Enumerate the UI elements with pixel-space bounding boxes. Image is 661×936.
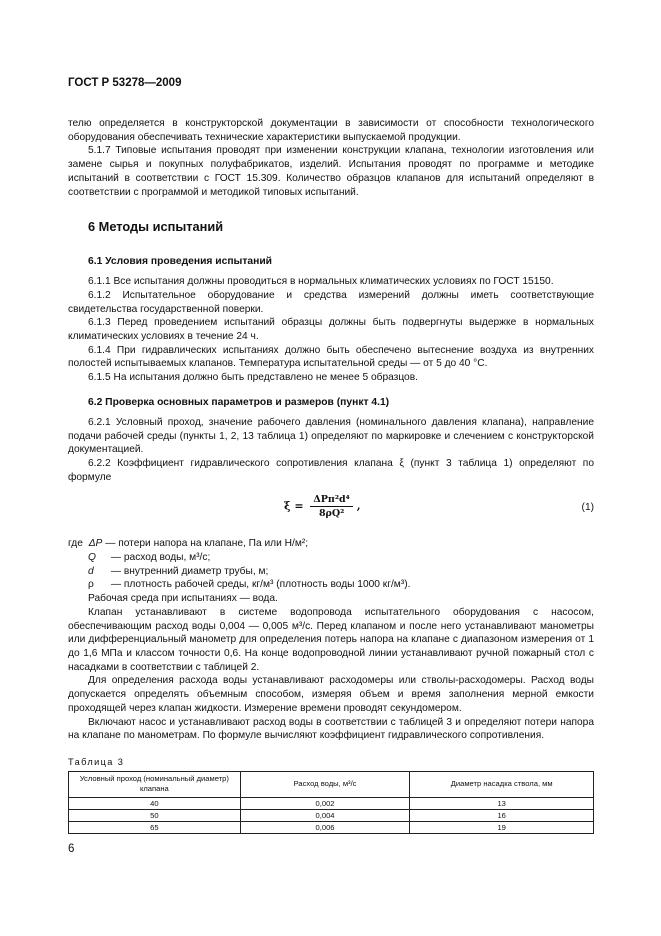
table-3-caption: Таблица 3	[68, 756, 125, 767]
table-cell: 40	[69, 797, 241, 809]
intro-paragraph-continued: телю определяется в конструкторской документации в зависимости от способности технологического оборудования обеспечивать технические характеристики выпускаемой продукции.	[68, 118, 594, 143]
table-cell: 0,006	[240, 821, 410, 833]
definition-row	[68, 551, 594, 565]
formula-lhs: ξ =	[284, 499, 304, 513]
table-row	[69, 797, 594, 809]
definition-row	[68, 578, 594, 592]
formula-number: (1)	[581, 502, 594, 514]
clause-6-1-3: 6.1.3 Перед проведением испытаний образцы должны быть подвергнуты выдержке в нормальных климатических условиях в течение 24 ч.	[68, 317, 594, 343]
clause-6-2-2: 6.2.2 Коэффициент гидравлического сопротивления клапана ξ (пункт 3 таблица 1) определяют по формуле	[68, 457, 594, 483]
flow-measurement-paragraph: Для определения расхода воды устанавливают расходомеры или стволы-расходомеры. Расход воды допускается определять объемным способом, измеряя объем и время заполнения мерной емкости проходящей через клапан жидкости. Измерение времени проводят секундомером.	[68, 675, 594, 714]
column-header-nozzle-diameter: Диаметр насадка ствола, мм	[410, 771, 594, 797]
clause-6-1-1: 6.1.1 Все испытания должны проводиться в нормальных климатических условиях по ГОСТ 15150.	[88, 276, 554, 288]
definition-text: — плотность рабочей среды, кг/м³ (плотность воды 1000 кг/м³).	[110, 579, 411, 591]
formula-numerator: ΔPπ²d⁴	[310, 494, 352, 507]
clause-6-1-4: 6.1.4 При гидравлических испытаниях должно быть обеспечено вытеснение воздуха из внутренних полостей испытываемых клапанов. Температура испытательной среды — от 5 до 40 °С.	[68, 344, 594, 370]
definition-text: — расход воды, м³/с;	[110, 552, 211, 564]
formula-fraction	[310, 494, 352, 519]
table-cell: 16	[410, 809, 594, 821]
test-setup-paragraph: Клапан устанавливают в системе водопровода испытательного оборудования с насосом, обеспечивающим расход воды 0,004 — 0,005 м³/с. Перед клапаном и после него устанавливают манометры или дифференциальный манометр для определения потерь напора на клапане с диапазоном измерения от 1 до 1,6 МПа и классом точности 0,6. На конце водопроводной линии устанавливают ручной пожарный стол с насадками в соответствии с таблицей 2.	[68, 606, 594, 673]
table-3	[68, 771, 594, 834]
definition-symbol: d	[88, 565, 94, 577]
working-medium-note: Рабочая среда при испытаниях — вода.	[88, 593, 278, 605]
table-cell: 0,004	[240, 809, 410, 821]
formula-block	[68, 490, 594, 534]
formula-definitions	[68, 537, 594, 606]
definition-symbol: Q	[88, 552, 96, 564]
formula-comma: ,	[356, 499, 361, 513]
table-row	[69, 809, 594, 821]
clause-5-1-7: 5.1.7 Типовые испытания проводят при изменении конструкции клапана, технологии изготовления или замене сырья и покупных полуфабрикатов, изделий. Испытания проводят по программе и методике испытаний в соответствии с ГОСТ 15.309. Количество образцов клапанов для испытаний определяют в соответствии с программой и методикой типовых испытаний.	[68, 145, 594, 198]
standard-code: ГОСТ Р 53278—2009	[68, 77, 182, 89]
page-number: 6	[68, 843, 75, 855]
column-header-nominal-diameter: Условный проход (номинальный диаметр) клапана	[69, 771, 241, 797]
definition-row	[68, 537, 594, 551]
formula-denominator: 8ρQ²	[318, 508, 345, 520]
table-header-row	[69, 771, 594, 797]
table-cell: 65	[69, 821, 241, 833]
table-cell: 13	[410, 797, 594, 809]
definition-text: — внутренний диаметр трубы, м;	[110, 565, 269, 577]
section-6-2-title: 6.2 Проверка основных параметров и размеров (пункт 4.1)	[88, 396, 390, 408]
procedure-paragraph: Включают насос и устанавливают расход воды в соответствии с таблицей 3 и определяют потери напора на клапане по манометрам. По формуле вычисляют коэффициент гидравлического сопротивления.	[68, 716, 594, 742]
table-row	[69, 821, 594, 833]
formula-expression	[284, 494, 361, 519]
clause-6-1-2: 6.1.2 Испытательное оборудование и средства измерений должны иметь соответствующие свидетельства государственной поверки.	[68, 289, 594, 315]
section-6-title: 6 Методы испытаний	[88, 219, 224, 235]
definition-text: — потери напора на клапане, Па или Н/м²;	[105, 538, 309, 550]
where-word: где	[68, 538, 83, 550]
column-header-flow-rate: Расход воды, м³/с	[240, 771, 410, 797]
definition-row	[68, 565, 594, 579]
definition-symbol: ΔP	[88, 538, 103, 550]
definition-symbol: ρ	[88, 579, 94, 591]
table-cell: 50	[69, 809, 241, 821]
table-cell: 19	[410, 821, 594, 833]
page-body	[68, 117, 594, 834]
table-cell: 0,002	[240, 797, 410, 809]
clause-6-1-5: 6.1.5 На испытания должно быть представлено не менее 5 образцов.	[88, 372, 418, 384]
section-6-1-title: 6.1 Условия проведения испытаний	[88, 256, 273, 268]
clause-6-2-1: 6.2.1 Условный проход, значение рабочего давления (номинального давления клапана), направление подачи рабочей среды (пункты 1, 2, 13 таблица 1) определяют по маркировке и слечением с конструкторской документацией.	[68, 416, 594, 456]
